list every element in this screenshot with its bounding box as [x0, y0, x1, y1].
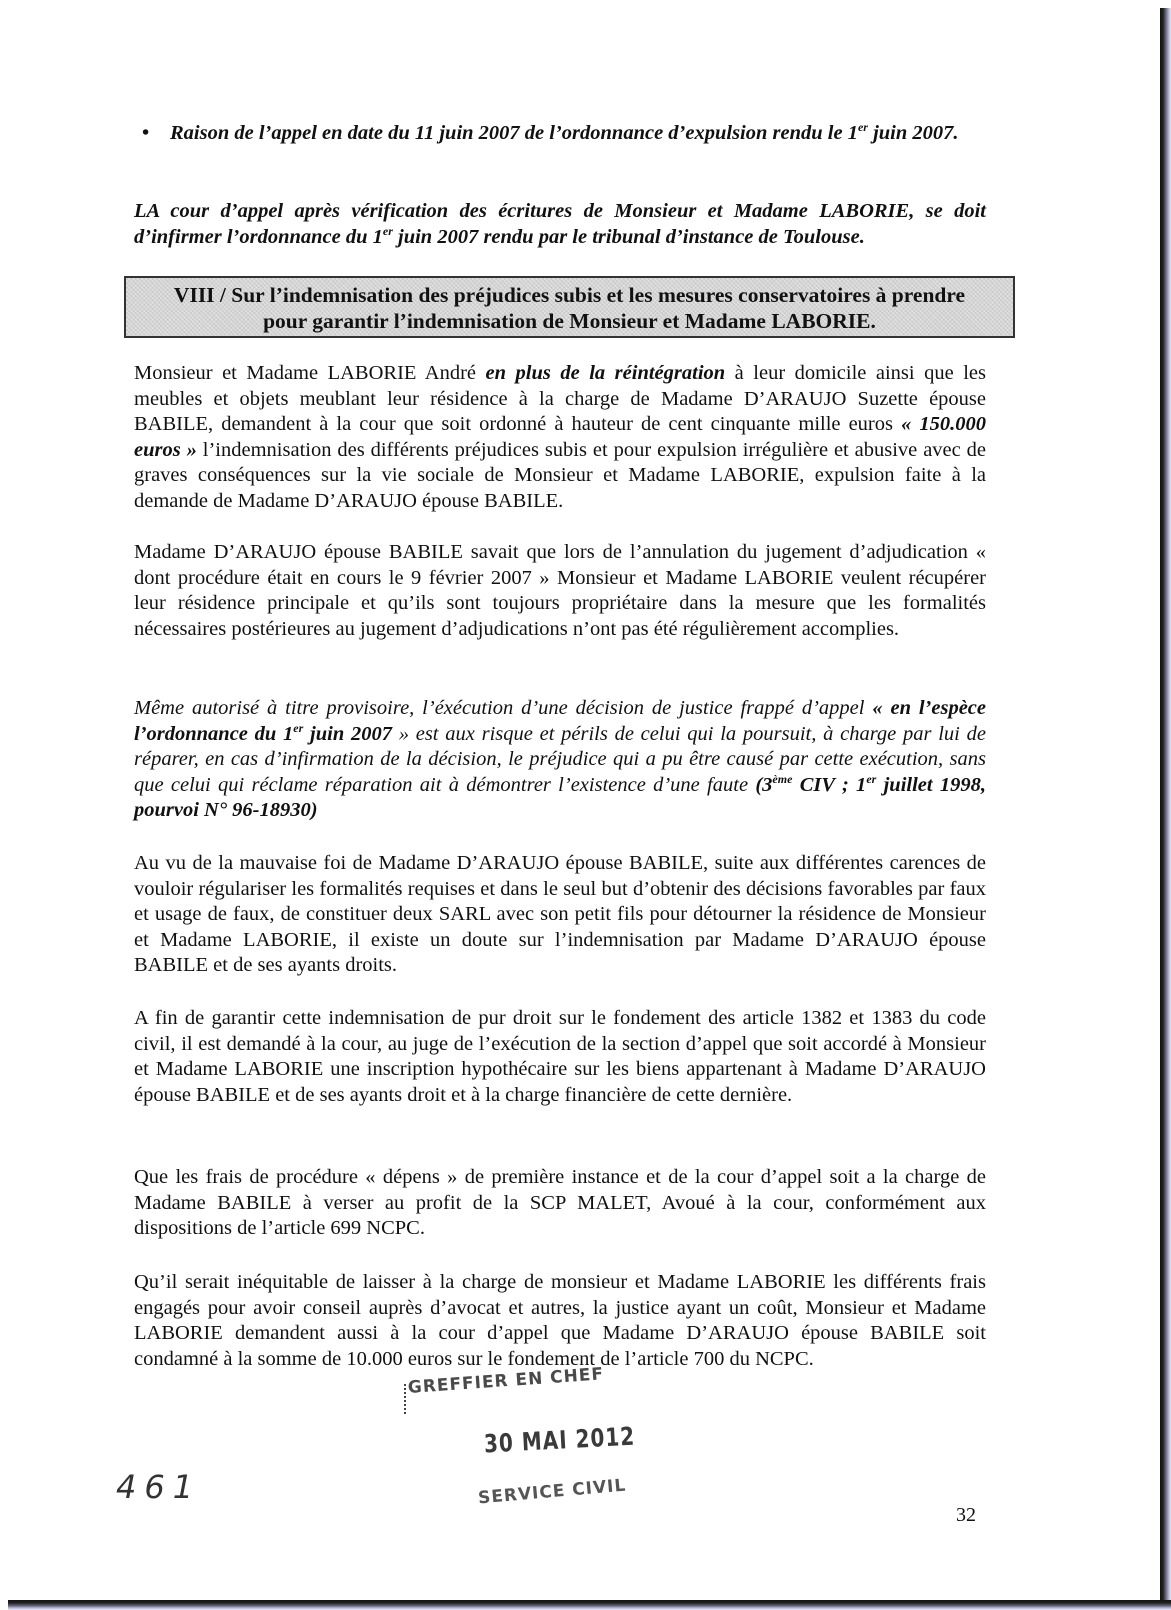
text: Monsieur et Madame LABORIE André: [134, 362, 486, 384]
stamp-date: 30 MAI 2012: [483, 1420, 636, 1459]
amount-emphasis: « 150.000 euros »: [134, 413, 987, 461]
text: à leur domicile ainsi que les meubles et objets meublant leur résidence à la charge de Madame D’ARAUJO Suzette épouse BABILE, demandent à la cour que soit ordonné à hauteur de cent cinquante mille euros: [134, 362, 986, 435]
bullet-icon: •: [142, 122, 150, 144]
section-heading-line2: pour garantir l’indemnisation de Monsieur et Madame LABORIE.: [263, 309, 876, 333]
stamp-greffier: GREFFIER EN CHEF: [407, 1364, 605, 1398]
paragraph-article-700: Qu’il serait inéquitable de laisser à la charge de monsieur et Madame LABORIE les différents frais engagés pour avoir conseil auprès d’avocat et autres, la justice ayant un coût, Monsieur et Madame LABORIE demandent aussi à la cour d’appel que Madame D’ARAUJO épouse BABILE soit condamné à la somme de 10.000 euros sur le fondement de l’article 700 du NCPC.: [134, 1271, 986, 1370]
stamp-service: SERVICE CIVIL: [477, 1475, 628, 1509]
conclusion-paragraph: [134, 199, 986, 250]
citation: (3: [755, 773, 773, 796]
bullet-text-end: juin 2007.: [867, 122, 959, 144]
superscript: er: [382, 223, 393, 238]
paragraph-bad-faith: Au vu de la mauvaise foi de Madame D’ARAUJO épouse BABILE, suite aux différentes carences de vouloir régulariser les formalités requises et dans le seul but d’obtenir des décisions favorables par faux et usage de faux, de constituer deux SARL avec son petit fils pour détourner la résidence de Monsieur et Madame LABORIE, il existe un doute sur l’indemnisation par Madame D’ARAUJO épouse BABILE et de ses ayants droits.: [134, 852, 986, 976]
superscript: er: [857, 120, 868, 134]
emphasis-text: juin 2007: [303, 722, 392, 745]
text: l’indemnisation des différents préjudices subis et pour expulsion irrégulière et abusive avec de graves conséquences sur la vie sociale de Monsieur et Madame LABORIE, expulsion faite à la demande de Madame D’ARAUJO épouse BABILE.: [134, 438, 986, 512]
handwritten-folio-number: 461: [116, 1468, 202, 1506]
conclusion-text-end: juin 2007 rendu par le tribunal d’instance de Toulouse.: [392, 225, 865, 248]
paragraph-costs-699: Que les frais de procédure « dépens » de première instance et de la cour d’appel soit a la charge de Madame BABILE à verser au profit de la SCP MALET, Avoué à la cour, conformément aux dispositions de l’article 699 NCPC.: [134, 1166, 986, 1239]
emphasis-text: « en l’espèce l’ordonnance du 1: [134, 697, 987, 745]
page-number: 32: [956, 1504, 976, 1526]
paragraph-araujo-knowledge: Madame D’ARAUJO épouse BABILE savait que lors de l’annulation du jugement d’adjudication « dont procédure était en cours le 9 février 2007 » Monsieur et Madame LABORIE veulent récupérer leur résidence principale et qu’ils sont toujours propriétaire dans la mesure que les formalités nécessaires postérieures au jugement d’adjudications n’ont pas été régulièrement accomplies.: [134, 541, 986, 640]
bullet-text: Raison de l’appel en date du 11 juin 2007 de l’ordonnance d’expulsion rendu le 1: [170, 122, 858, 144]
paragraph-indemnisation-request: [134, 361, 986, 514]
section-heading: [124, 276, 1015, 338]
citation: CIV ; 1: [792, 773, 867, 796]
emphasis-text: en plus de la réintégration: [485, 362, 726, 384]
page-shadow-right: [1160, 8, 1171, 1610]
text: Même autorisé à titre provisoire, l’éxécution d’une décision de justice frappé d’appel: [134, 697, 873, 719]
conclusion-text: LA cour d’appel après vérification des écritures de Monsieur et Madame LABORIE, se doit d’infirmer l’ordonnance du 1: [134, 200, 986, 248]
citation: juillet 1998, pourvoi N° 96-18930): [134, 773, 986, 821]
paragraph-mortgage-request: A fin de garantir cette indemnisation de pur droit sur le fondement des article 1382 et 1383 du code civil, il est demandé à la cour, au juge de l’exécution de la section d’appel que soit accordé à Monsieur et Madame LABORIE une inscription hypothécaire sur les biens appartenant à Madame D’ARAUJO épouse BABILE et de ses ayants droit et à la charge financière de cette dernière.: [134, 1007, 986, 1106]
superscript: ème: [772, 771, 793, 786]
page-shadow-bottom: [8, 1600, 1171, 1610]
bullet-item-appeal-reason: [142, 120, 986, 147]
paragraph-jurisprudence: [134, 696, 986, 824]
section-heading-line1: VIII / Sur l’indemnisation des préjudices subis et les mesures conservatoires à prendre: [173, 283, 966, 307]
text: » est aux risque et périls de celui qui la poursuit, à charge par lui de réparer, en cas d’infirmation de la décision, le préjudice qui a pu être causé par cette exécution, sans que celui qui réclame réparation ait à démontrer l’existence d’une faute: [134, 722, 986, 796]
superscript: er: [293, 720, 304, 735]
superscript: er: [866, 771, 877, 786]
